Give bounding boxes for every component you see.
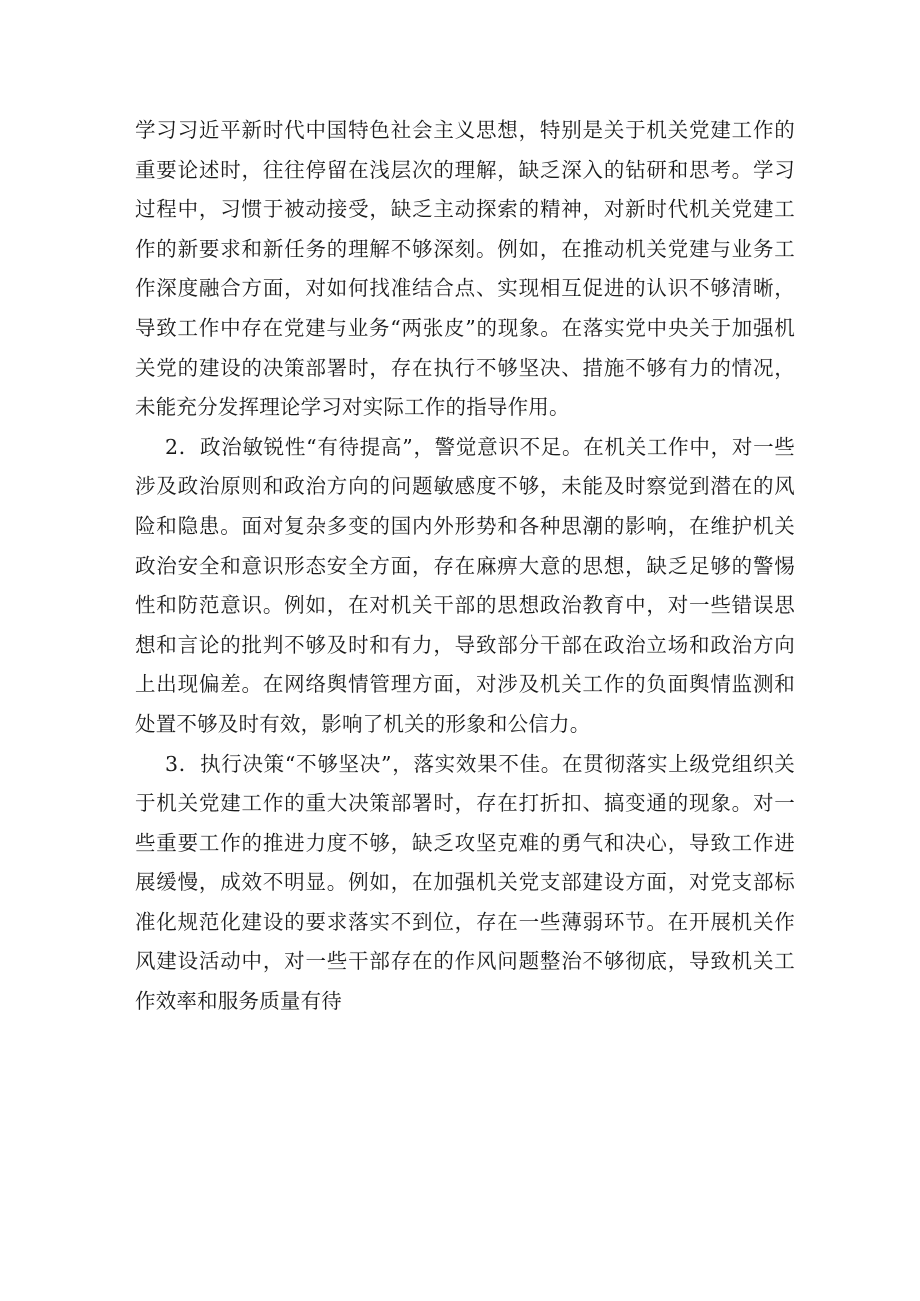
paragraph-item-2: 2．政治敏锐性“有待提高”，警觉意识不足。在机关工作中，对一些涉及政治原则和政治方向的问题敏感度不够，未能及时察觉到潜在的风险和隐患。面对复杂多变的国内外形势和各种思潮的影响，在维护机关政治安全和意识形态安全方面，存在麻痹大意的思想，缺乏足够的警惕性和防范意识。例如，在对机关干部的思想政治教育中，对一些错误思想和言论的批判不够及时和有力，导致部分干部在政治立场和政治方向上出现偏差。在网络舆情管理方面，对涉及机关工作的负面舆情监测和处置不够及时有效，影响了机关的形象和公信力。 <box>135 434 795 736</box>
document-body <box>135 111 795 1022</box>
paragraph-continuation: 学习习近平新时代中国特色社会主义思想，特别是关于机关党建工作的重要论述时，往往停留在浅层次的理解，缺乏深入的钻研和思考。学习过程中，习惯于被动接受，缺乏主动探索的精神，对新时代机关党建工作的新要求和新任务的理解不够深刻。例如，在推动机关党建与业务工作深度融合方面，对如何找准结合点、实现相互促进的认识不够清晰，导致工作中存在党建与业务“两张皮”的现象。在落实党中央关于加强机关党的建设的决策部署时，存在执行不够坚决、措施不够有力的情况，未能充分发挥理论学习对实际工作的指导作用。 <box>135 118 795 420</box>
paragraph-item-3: 3．执行决策“不够坚决”，落实效果不佳。在贯彻落实上级党组织关于机关党建工作的重大决策部署时，存在打折扣、搞变通的现象。对一些重要工作的推进力度不够，缺乏攻坚克难的勇气和决心，导致工作进展缓慢，成效不明显。例如，在加强机关党支部建设方面，对党支部标准化规范化建设的要求落实不到位，存在一些薄弱环节。在开展机关作风建设活动中，对一些干部存在的作风问题整治不够彻底，导致机关工作效率和服务质量有待 <box>135 751 795 1014</box>
